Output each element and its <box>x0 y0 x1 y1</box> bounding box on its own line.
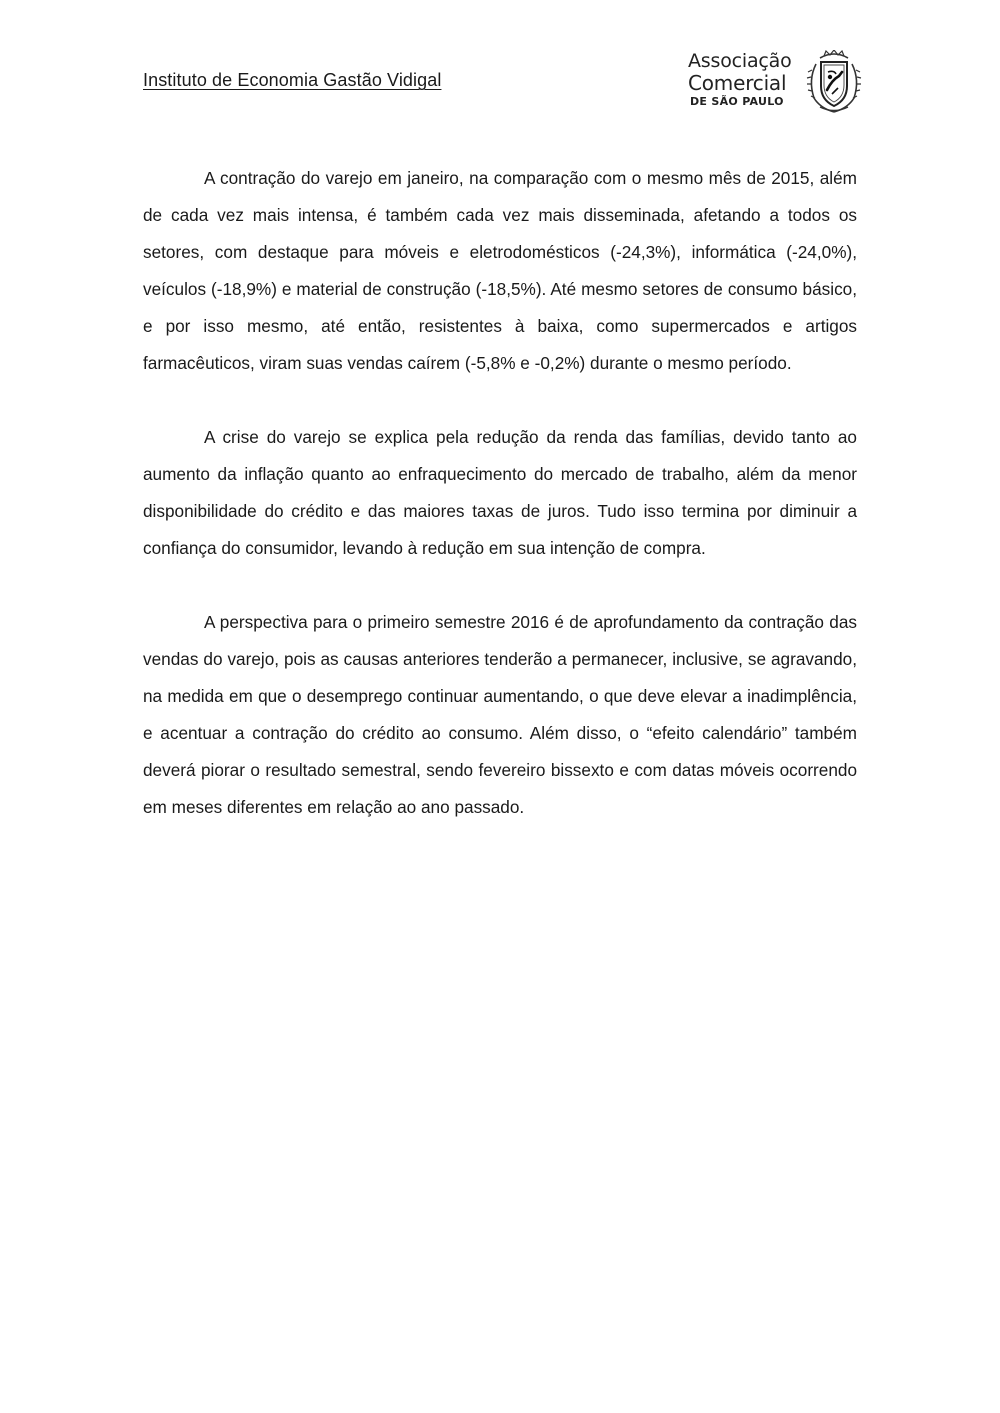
coat-of-arms-seal-icon <box>806 50 862 114</box>
logo-wordmark <box>688 50 798 110</box>
logo-line-comercial: Comercial <box>688 71 787 95</box>
paragraph-semester-outlook: A perspectiva para o primeiro semestre 2016 é de aprofundamento da contração das vendas do varejo, pois as causas anteriores tenderão a permanecer, inclusive, se agravando, na medida em que o desemprego continuar aumentando, o que deve elevar a inadimplência, e acentuar a contração do crédito ao consumo. Além disso, o “efeito calendário” também deverá piorar o resultado semestral, sendo fevereiro bissexto e com datas móveis ocorrendo em meses diferentes em relação ao ano passado. <box>143 612 857 817</box>
paragraph-retail-crisis: A crise do varejo se explica pela redução da renda das famílias, devido tanto ao aumento da inflação quanto ao enfraquecimento do mercado de trabalho, além da menor disponibilidade do crédito e das maiores taxas de juros. Tudo isso termina por diminuir a confiança do consumidor, levando à redução em sua intenção de compra. <box>143 427 857 558</box>
institute-header-title: Instituto de Economia Gastão Vidigal <box>143 70 442 90</box>
paragraph-retail-contraction: A contração do varejo em janeiro, na comparação com o mesmo mês de 2015, além de cada vez mais intensa, é também cada vez mais disseminada, afetando a todos os setores, com destaque para móveis e eletrodomésticos (-24,3%), informática (-24,0%), veículos (-18,9%) e material de construção (-18,5%). Até mesmo setores de consumo básico, e por isso mesmo, até então, resistentes à baixa, como supermercados e artigos farmacêuticos, viram suas vendas caírem (-5,8% e -0,2%) durante o mesmo período. <box>143 168 857 373</box>
logo-line-associacao: Associação <box>688 50 792 72</box>
document-body <box>143 160 857 863</box>
organization-logo <box>688 50 868 120</box>
logo-line-sao-paulo: DE SÃO PAULO <box>690 95 784 108</box>
